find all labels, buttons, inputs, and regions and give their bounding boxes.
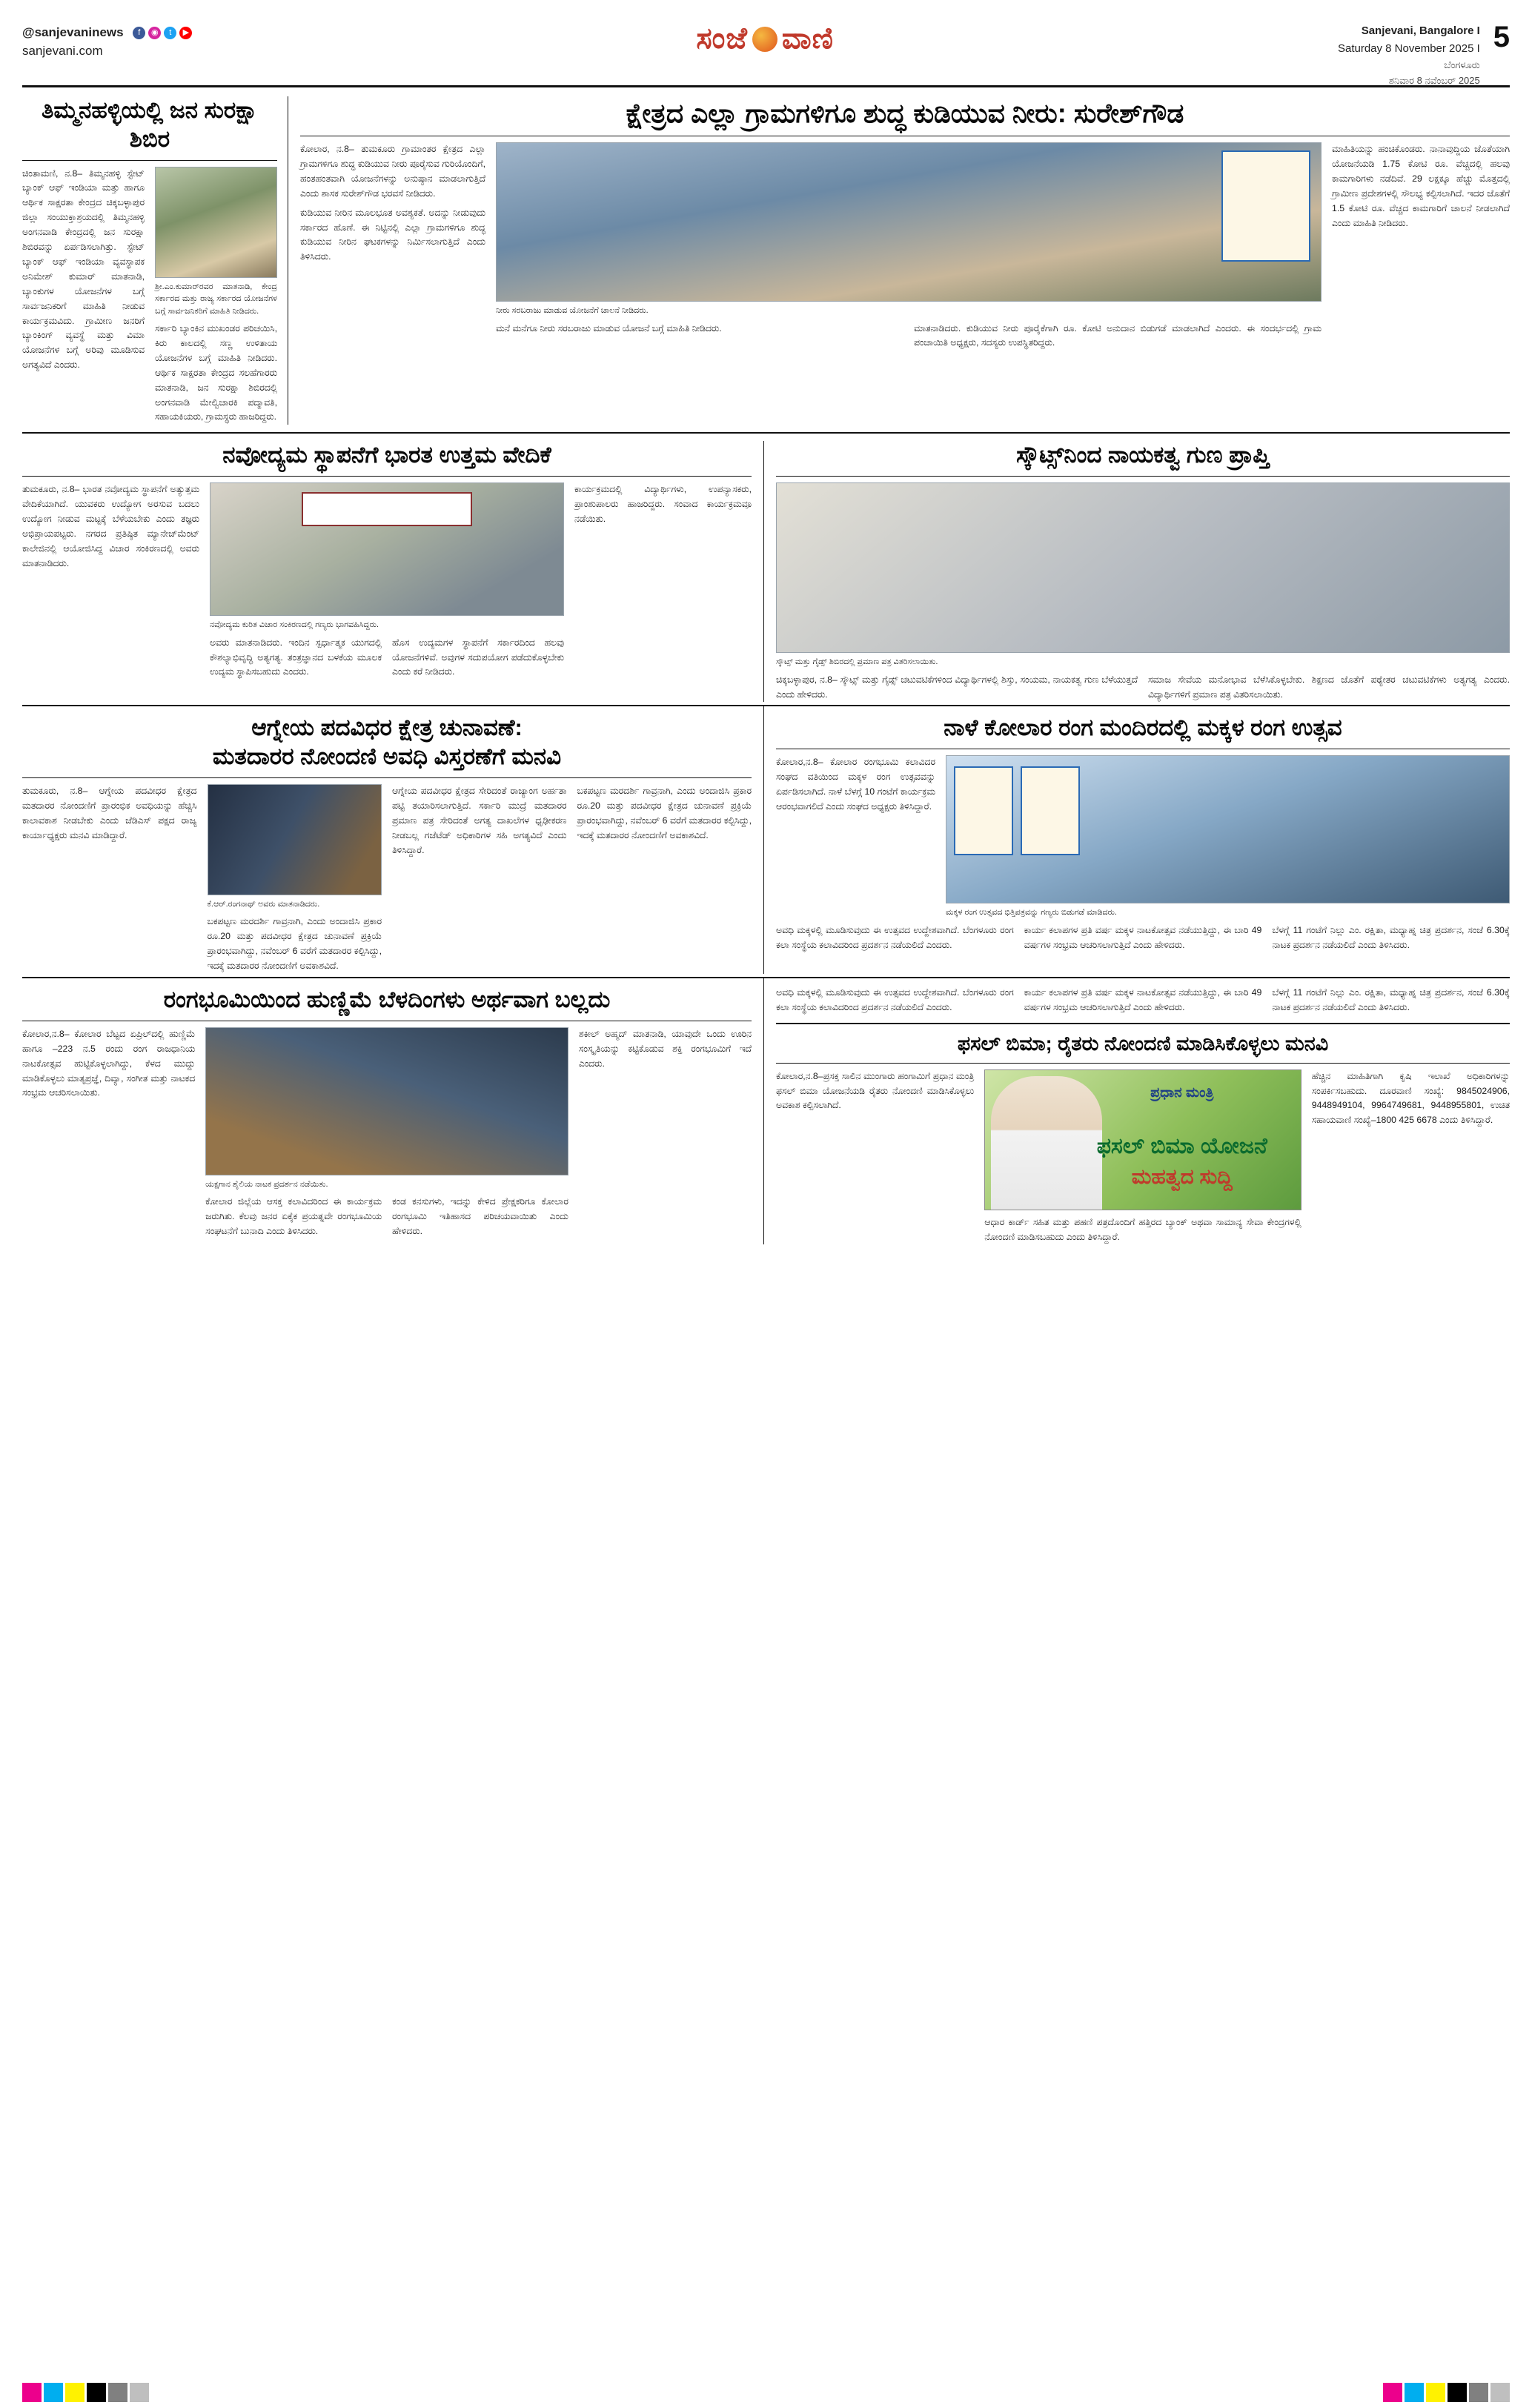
- fourth-row: [22, 977, 1510, 1244]
- youtube-icon[interactable]: ▶: [179, 27, 192, 39]
- color-swatches-right: [1383, 2383, 1510, 2402]
- article-3-col4: ಕಾರ್ಯಕ್ರಮದಲ್ಲಿ ವಿದ್ಯಾರ್ಥಿಗಳು, ಉಪನ್ಯಾಸಕರು, ಪ್ರಾಂಶುಪಾಲರು ಹಾಜರಿದ್ದರು. ಸಂವಾದ ಕಾರ್ಯಕ್ರಮವೂ ನಡೆಯಿತು.: [574, 484, 752, 524]
- article-scouts: [763, 441, 1510, 702]
- article-8-headline: ಫಸಲ್ ಬಿಮಾ; ರೈತರು ನೋಂದಣಿ ಮಾಡಿಸಿಕೊಳ್ಳಲು ಮನವಿ: [957, 1032, 1329, 1055]
- logo-text-right: ವಾಣಿ: [781, 22, 834, 55]
- article-6-caption: ಕೆ.ಆರ್.ರಂಗನಾಥ್ ಅವರು ಮಾತನಾಡಿದರು.: [207, 899, 320, 909]
- article-2-col1b: ಕುಡಿಯುವ ನೀರಿನ ಮೂಲಭೂತ ಅವಶ್ಯಕತೆ. ಅದನ್ನು ನೀಡುವುದು ಸರ್ಕಾರದ ಹೊಣೆ. ಈ ನಿಟ್ಟಿನಲ್ಲಿ ಎಲ್ಲಾ ಗ್ರಾಮಗಳಿಗೂ ಶುದ್ಧ ಕುಡಿಯುವ ನೀರಿನ ಘಟಕಗಳನ್ನು ನಿರ್ಮಿಸಲಾಗುತ್ತಿದೆ ಎಂದು ತಿಳಿಸಿದರು.: [300, 207, 485, 262]
- article-4-photo: [776, 482, 1510, 653]
- article-7-col4: ಶಕೀಲ್ ಅಹ್ಮದ್ ಮಾತನಾಡಿ, ಯಾವುದೇ ಒಂದು ಊರಿನ ಸಂಸ್ಕೃತಿಯನ್ನು ಕಟ್ಟಿಕೊಡುವ ಶಕ್ತಿ ರಂಗಭೂಮಿಗೆ ಇದೆ ಎಂದರು.: [578, 1028, 752, 1069]
- article-8-col2: ಆಧಾರ ಕಾರ್ಡ್ ಸಹಿತ ಮತ್ತು ಪಹಣಿ ಪತ್ರದೊಂದಿಗೆ ಹತ್ತಿರದ ಬ್ಯಾಂಕ್ ಅಥವಾ ಸಾಮಾನ್ಯ ಸೇವಾ ಕೇಂದ್ರಗಳಲ್ಲಿ ನೋಂದಣಿ ಮಾಡಿಸಬಹುದು ಎಂದು ತಿಳಿಸಿದ್ದಾರೆ.: [984, 1216, 1301, 1242]
- edition-date-en: Saturday 8 November 2025 I: [1337, 42, 1480, 55]
- color-swatches-left: [22, 2383, 149, 2402]
- top-row: [22, 96, 1510, 425]
- event-banner: [1221, 150, 1310, 262]
- edition-kn: ಬೆಂಗಳೂರು: [1444, 59, 1480, 70]
- article-3-col2: ಅವರು ಮಾತನಾಡಿದರು. ಇಂದಿನ ಸ್ಪರ್ಧಾತ್ಮಕ ಯುಗದಲ್ಲಿ ಕೌಶಲ್ಯಾಭಿವೃದ್ಧಿ ಅತ್ಯಗತ್ಯ. ತಂತ್ರಜ್ಞಾನದ ಬಳಕೆಯ ಮೂಲಕ ಉದ್ಯಮ ಸ್ಥಾಪಿಸಬಹುದು ಎಂದರು.: [210, 637, 382, 677]
- article-4-headline: ಸ್ಕೌಟ್ಸ್‌ನಿಂದ ನಾಯಕತ್ವ ಗುಣ ಪ್ರಾಪ್ತಿ: [1016, 442, 1270, 468]
- article-5-col2: ಅವಧಿ ಮಕ್ಕಳಲ್ಲಿ ಮೂಡಿಸುವುದು ಈ ಉತ್ಸವದ ಉದ್ದೇಶವಾಗಿದೆ. ಬೆಂಗಳೂರು ರಂಗ ಕಲಾ ಸಂಸ್ಥೆಯ ಕಲಾವಿದರಿಂದ ಪ್ರದರ್ಶನ ನಡೆಯಲಿದೆ ಎಂದರು.: [776, 924, 1014, 950]
- masthead: [22, 19, 1510, 87]
- article-1-col1: ಚಿಂತಾಮಣಿ, ನ.8– ತಿಮ್ಮನಹಳ್ಳಿ ಸ್ಟೇಟ್‌ ಬ್ಯಾಂಕ್‌ ಆಫ್‌ ಇಂಡಿಯಾ ಮತ್ತು ಹಾಗೂ ಆರ್ಥಿಕ ಸಾಕ್ಷರತಾ ಕೇಂದ್ರದ ಚಿಕ್ಕಬಳ್ಳಾಪುರ ಜಿಲ್ಲಾ ಸಂಯುಕ್ತಾಶ್ರಯದಲ್ಲಿ ತಿಮ್ಮನಹಳ್ಳಿ ಅಂಗನವಾಡಿ ಕೇಂದ್ರದಲ್ಲಿ ಜನ ಸುರಕ್ಷಾ ಶಿಬಿರವನ್ನು ಏರ್ಪಡಿಸಲಾಗಿತ್ತು. ಸ್ಟೇಟ್ ಬ್ಯಾಂಕ್ ಆಫ್ ಇಂಡಿಯಾ ವ್ಯವಸ್ಥಾಪಕ ಅನಿಮೇಶ್ ಕುಮಾರ್ ಮಾತನಾಡಿ, ಬ್ಯಾಂಕುಗಳ ಯೋಜನೆಗಳ ಬಗ್ಗೆ ಸಾರ್ವಜನಿಕರಿಗೆ ಮಾಹಿತಿ ನೀಡುವ ಕಾರ್ಯಕ್ರಮವಿದು. ಗ್ರಾಮೀಣ ಜನರಿಗೆ ಬ್ಯಾಂಕಿಂಗ್ ವ್ಯವಸ್ಥೆ ಮತ್ತು ವಿಮಾ ಯೋಜನೆಗಳ ಬಗ್ಗೆ ಅರಿವು ಮೂಡಿಸುವ ಅಗತ್ಯವಿದೆ ಎಂದರು.: [22, 168, 145, 371]
- ad-tagline: ಮಹತ್ವದ ಸುದ್ದಿ: [1131, 1164, 1233, 1188]
- article-7-caption: ಯಕ್ಷಗಾನ ಶೈಲಿಯ ನಾಟಕ ಪ್ರದರ್ಶನ ನಡೆಯಿತು.: [205, 1179, 328, 1189]
- article-6-col3b: ಬಕಪಟ್ಟಣ ಮರದರ್ಶಿ ಗಾವ್ರನಾಗಿ, ಎಂದು ಅಂದಾಜಿಸಿ ಪ್ರಕಾರ ರೂ.20 ಮತ್ತು ಪದವೀಧರ ಕ್ಷೇತ್ರದ ಚುನಾವಣೆ ಪ್ರಕ್ರಿಯೆ ಪ್ರಾರಂಭವಾಗಿದ್ದು, ನವೆಂಬರ್ 6 ವರೆಗೆ ಮತದಾರರ ಕಲ್ಪಿಸಿದ್ದು, ಇದಕ್ಕೆ ಮತದಾರರ ನೋಂದಣಿಗೆ ಅವಕಾಶವಿದೆ.: [577, 785, 752, 840]
- registration-color-bars: [22, 2383, 1510, 2402]
- article-theatre: [22, 977, 763, 1244]
- article-3-caption: ನವೋದ್ಯಮ ಕುರಿತ ವಿಚಾರ ಸಂಕಿರಣದಲ್ಲಿ ಗಣ್ಯರು ಭಾಗವಹಿಸಿದ್ದರು.: [210, 620, 379, 630]
- article-5-col3: ಕಾರ್ಯ ಕಲಾಪಗಳ ಪ್ರತಿ ವರ್ಷ ಮಕ್ಕಳ ನಾಟಕೋತ್ಸವ ನಡೆಯುತ್ತಿದ್ದು, ಈ ಬಾರಿ 49 ವರ್ಷಗಳ ಸಂಭ್ರಮ ಆಚರಿಸಲಾಗುತ್ತಿದೆ ಎಂದು ಹೇಳಿದರು.: [1024, 924, 1262, 950]
- content: [22, 96, 1510, 1244]
- article-fasal-bima-block: [763, 977, 1510, 1244]
- article-5-headline: ನಾಳೆ ಕೋಲಾರ ರಂಗ ಮಂದಿರದಲ್ಲಿ ಮಕ್ಕಳ ರಂಗ ಉತ್ಸವ: [944, 714, 1342, 741]
- article-5-cont-1: ಅವಧಿ ಮಕ್ಕಳಲ್ಲಿ ಮೂಡಿಸುವುದು ಈ ಉತ್ಸವದ ಉದ್ದೇಶವಾಗಿದೆ. ಬೆಂಗಳೂರು ರಂಗ ಕಲಾ ಸಂಸ್ಥೆಯ ಕಲಾವಿದರಿಂದ ಪ್ರದರ್ಶನ ನಡೆಯಲಿದೆ ಎಂದರು.: [776, 987, 1014, 1012]
- article-election: [22, 705, 763, 974]
- article-3-col3: ಹೊಸ ಉದ್ಯಮಗಳ ಸ್ಥಾಪನೆಗೆ ಸರ್ಕಾರದಿಂದ ಹಲವು ಯೋಜನೆಗಳಿವೆ. ಅವುಗಳ ಸದುಪಯೋಗ ಪಡೆದುಕೊಳ್ಳಬೇಕು ಎಂದು ಕರೆ ನೀಡಿದರು.: [392, 637, 564, 677]
- article-4-col2: ಸಮಾಜ ಸೇವೆಯ ಮನೋಭಾವ ಬೆಳೆಸಿಕೊಳ್ಳಬೇಕು. ಶಿಕ್ಷಣದ ಜೊತೆಗೆ ಪಠ್ಯೇತರ ಚಟುವಟಿಕೆಗಳು ಅತ್ಯಗತ್ಯ ಎಂದರು. ವಿದ್ಯಾರ್ಥಿಗಳಿಗೆ ಪ್ರಮಾಣ ಪತ್ರ ವಿತರಿಸಲಾಯಿತು.: [1148, 674, 1510, 700]
- article-2-col4: ಮಾಹಿತಿಯನ್ನು ಹಂಚಿಕೊಂಡರು. ನಾನಾವುದ್ದಿಯ ಜೊತೆಯಾಗಿ ಯೋಜನೆಯಡಿ 1.75 ಕೋಟಿ ರೂ. ವೆಚ್ಚದಲ್ಲಿ ಹಲವು ಕಾಮಗಾರಿಗಳು ನಡೆದಿವೆ. 29 ಲಕ್ಷಕ್ಕೂ ಹೆಚ್ಚು ಮೊತ್ತದಲ್ಲಿ ಗ್ರಾಮೀಣ ಪ್ರದೇಶಗಳಲ್ಲಿ ಸೌಲಭ್ಯ ಕಲ್ಪಿಸಲಾಗಿದೆ. ಇದರ ಜೊತೆಗೆ 1.5 ಕೋಟಿ ರೂ. ವೆಚ್ಚದ ಕಾಮಗಾರಿಗೆ ಚಾಲನೆ ನೀಡಲಾಗಿದೆ ಎಂದು ಮಾಹಿತಿ ನೀಡಿದರು.: [1332, 144, 1510, 228]
- article-5-col1: ಕೋಲಾರ,ನ.8– ಕೋಲಾರ ರಂಗಭೂಮಿ ಕಲಾವಿದರ ಸಂಘದ ವತಿಯಿಂದ ಮಕ್ಕಳ ರಂಗ ಉತ್ಸವವನ್ನು ಏರ್ಪಡಿಸಲಾಗಿದೆ. ನಾಳೆ ಬೆಳಗ್ಗೆ 10 ಗಂಟೆಗೆ ಕಾರ್ಯಕ್ರಮ ಆರಂಭವಾಗಲಿದೆ ಎಂದು ಸಂಘದ ಅಧ್ಯಕ್ಷರು ತಿಳಿಸಿದ್ದಾರೆ.: [776, 757, 935, 812]
- article-5-cont-3: ಬೆಳಗ್ಗೆ 11 ಗಂಟೆಗೆ ನಿಲ್ಲು ಎಂ. ರಕ್ಷಿತಾ, ಮಧ್ಯಾಹ್ನ ಚಿತ್ರ ಪ್ರದರ್ಶನ, ಸಂಜೆ 6.30ಕ್ಕೆ ನಾಟಕ ಪ್ರದರ್ಶನ ನಡೆಯಲಿದೆ ಎಂದು ತಿಳಿಸಿದರು.: [1272, 987, 1511, 1012]
- article-1-photo: [155, 167, 277, 278]
- article-water-supply: [288, 96, 1510, 425]
- article-6-col3: ಆಗ್ನೇಯ ಪದವೀಧರ ಕ್ಷೇತ್ರದ ಸೇರಿದಂತೆ ರಾಜ್ಯಾಂಗ ಅರ್ಹತಾ ಪಟ್ಟಿ ತಯಾರಿಸಲಾಗುತ್ತಿದೆ. ಸರ್ಕಾರಿ ಮುದ್ರೆ ಮತದಾರರ ಪ್ರಮಾಣ ಪತ್ರ ಸೇರಿದಂತೆ ಅಗತ್ಯ ದಾಖಲೆಗಳ ಧೃಢೀಕರಣ ನೀಡಬಲ್ಲ ಗಜೆಟೆಡ್ ಅಧಿಕಾರಿಗಳ ಸಹಿ ಅಗತ್ಯವಿದೆ ಎಂದು ತಿಳಿಸಿದ್ದಾರೆ.: [392, 785, 567, 855]
- article-2-col3: ಮಾತನಾಡಿದರು. ಕುಡಿಯುವ ನೀರು ಪೂರೈಕೆಗಾಗಿ ರೂ. ಕೋಟಿ ಅನುದಾನ ಬಿಡುಗಡೆ ಮಾಡಲಾಗಿದೆ ಎಂದರು. ಈ ಸಂದರ್ಭದಲ್ಲಿ ಗ್ರಾಮ ಪಂಚಾಯಿತಿ ಅಧ್ಯಕ್ಷರು, ಸದಸ್ಯರು ಉಪಸ್ಥಿತರಿದ್ದರು.: [914, 322, 1322, 348]
- article-startup: [22, 441, 763, 702]
- article-8-col1: ಕೋಲಾರ,ನ.8–ಪ್ರಸಕ್ತ ಸಾಲಿನ ಮುಂಗಾರು ಹಂಗಾಮಿಗೆ ಪ್ರಧಾನ ಮಂತ್ರಿ ಫಸಲ್ ಬಿಮಾ ಯೋಜನೆಯಡಿ ರೈತರು ನೋಂದಣಿ ಮಾಡಿಸಿಕೊಳ್ಳಲು ಅವಕಾಶ ಕಲ್ಪಿಸಲಾಗಿದೆ.: [776, 1070, 975, 1111]
- website-url[interactable]: sanjevani.com: [22, 43, 103, 58]
- masthead-right: [1338, 19, 1510, 89]
- social-icons[interactable]: [133, 27, 192, 39]
- facebook-icon[interactable]: f: [133, 27, 145, 39]
- banner-management-technology: [302, 492, 472, 526]
- article-2-caption-1: ನೀರು ಸರಬರಾಜು ಮಾಡುವ ಯೋಜನೆಗೆ ಚಾಲನೆ ನೀಡಿದರು.: [496, 306, 649, 315]
- article-6-col1: ತುಮಕೂರು, ನ.8– ಆಗ್ನೇಯ ಪದವೀಧರ ಕ್ಷೇತ್ರದ ಮತದಾರರ ನೋಂದಣಿಗೆ ಪ್ರಾರಂಭಿಕ ಅವಧಿಯನ್ನು ಹೆಚ್ಚಿಸಿ ಕಾಲಾವಕಾಶ ನೀಡಬೇಕು ಎಂದು ಜೆಡಿಎಸ್ ಪಕ್ಷದ ರಾಜ್ಯ ಕಾರ್ಯಾಧ್ಯಕ್ಷರು ಮನವಿ ಮಾಡಿದ್ದಾರೆ.: [22, 785, 197, 840]
- ad-scheme-name: ಫಸಲ್ ಬಿಮಾ ಯೋಜನೆ: [1096, 1133, 1267, 1158]
- article-2-col1: ಕೋಲಾರ, ನ.8– ತುಮಕೂರು ಗ್ರಾಮಾಂತರ ಕ್ಷೇತ್ರದ ಎಲ್ಲಾ ಗ್ರಾಮಗಳಿಗೂ ಶುದ್ಧ ಕುಡಿಯುವ ನೀರು ಪೂರೈಸುವ ಗುರಿಯೊಂದಿಗೆ, ಹಂತಹಂತವಾಗಿ ಯೋಜನೆಗಳನ್ನು ಅನುಷ್ಠಾನ ಮಾಡಲಾಗುತ್ತಿದೆ ಎಂದು ಶಾಸಕ ಸುರೇಶ್‌ಗೌಡ ಭರವಸೆ ನೀಡಿದರು.: [300, 144, 485, 199]
- article-7-col3: ಕಂಡ ಕನಸುಗಳು, ಇದನ್ನು ಕೇಳಿದ ಪ್ರೇಕ್ಷಕರಿಗೂ ಕೋಲಾರ ರಂಗಭೂಮಿ ಇತಿಹಾಸದ ಪರಿಚಯವಾಯಿತು ಎಂದು ಹೇಳಿದರು.: [392, 1196, 568, 1237]
- page-number: 5: [1493, 21, 1510, 53]
- article-1-col2: ಸರ್ಕಾರಿ ಬ್ಯಾಂಕಿನ ಮುಖಂಡರ ಪರಿಚಯಿಸಿ, ಕಿರು ಕಾಲದಲ್ಲಿ ಸಣ್ಣ ಉಳಿತಾಯ ಯೋಜನೆಗಳ ಬಗ್ಗೆ ಮಾಹಿತಿ ನೀಡಿದರು. ಆರ್ಥಿಕ ಸಾಕ್ಷರತಾ ಕೇಂದ್ರದ ಸಲಹೆಗಾರರು ಮಾತನಾಡಿ, ಜನ ಸುರಕ್ಷಾ ಶಿಬಿರದಲ್ಲಿ ಅಂಗನವಾಡಿ ಮೇಲ್ವಿಚಾರಕಿ ಪದ್ಮಾವತಿ, ಸಹಾಯಕಿಯರು, ಗ್ರಾಮಸ್ಥರು ಹಾಜರಿದ್ದರು.: [155, 323, 277, 422]
- article-children-theatre: [763, 705, 1510, 974]
- article-6-headline-1: ಆಗ್ನೇಯ ಪದವಿಧರ ಕ್ಷೇತ್ರ ಚುನಾವಣೆ:: [251, 714, 523, 741]
- article-3-photo: [210, 482, 564, 616]
- article-6-headline-2: ಮತದಾರರ ನೋಂದಣಿ ಅವಧಿ ವಿಸ್ತರಣೆಗೆ ಮನವಿ: [212, 743, 562, 770]
- edition-date-kn: ಶನಿವಾರ 8 ನವೆಂಬರ್ 2025: [1388, 74, 1480, 86]
- article-5-cont-2: ಕಾರ್ಯ ಕಲಾಪಗಳ ಪ್ರತಿ ವರ್ಷ ಮಕ್ಕಳ ನಾಟಕೋತ್ಸವ ನಡೆಯುತ್ತಿದ್ದು, ಈ ಬಾರಿ 49 ವರ್ಷಗಳ ಸಂಭ್ರಮ ಆಚರಿಸಲಾಗುತ್ತಿದೆ ಎಂದು ಹೇಳಿದರು.: [1024, 987, 1262, 1012]
- poster-2: [1021, 766, 1080, 855]
- article-3-col1: ತುಮಕೂರು, ನ.8– ಭಾರತ ನವೋದ್ಯಮ ಸ್ಥಾಪನೆಗೆ ಅತ್ಯುತ್ತಮ ವೇದಿಕೆಯಾಗಿದೆ. ಯುವಕರು ಉದ್ಯೋಗ ಅರಸುವ ಬದಲು ಉದ್ಯೋಗ ನೀಡುವ ಮಟ್ಟಕ್ಕೆ ಬೆಳೆಯಬೇಕು ಎಂದು ತಜ್ಞರು ಅಭಿಪ್ರಾಯಪಟ್ಟರು. ನಗರದ ಪ್ರತಿಷ್ಠಿತ ಮ್ಯಾನೇಜ್‌ಮೆಂಟ್ ಕಾಲೇಜಿನಲ್ಲಿ ಆಯೋಜಿಸಿದ್ದ ವಿಚಾರ ಸಂಕಿರಣದಲ್ಲಿ ಅವರು ಮಾತನಾಡಿದರು.: [22, 484, 199, 568]
- masthead-logo: [696, 19, 834, 56]
- article-7-col1: ಕೋಲಾರ,ನ.8– ಕೋಲಾರ ಬೆಟ್ಟದ ಏಪ್ರಿಲ್‌ದಲ್ಲಿ ಹುಣ್ಣಿಮೆ ಹಾಗೂ –223 ನ.5 ರಂದು ರಂಗ ರಾಜಧಾನಿಯ ನಾಟಕೋತ್ಸವ ಹುಟ್ಟಿಕೊಳ್ಳಲಾಗಿದ್ದು, ಕೆಳದ ಮುದ್ದು ಮಾಡಿಕೊಳ್ಳಲು ಮಾತೃಪ್ರಜ್ಞೆ, ದಿವ್ಯಾ, ಸಂಗೀತ ಮತ್ತು ನಾಟಕದ ಸಂಭ್ರಮ ಆಚರಿಸಲಾಯಿತು.: [22, 1028, 196, 1098]
- edition-line: Sanjevani, Bangalore I: [1361, 24, 1480, 37]
- article-7-col2: ಕೋಲಾರ ಜಿಲ್ಲೆಯ ಆಸಕ್ತ ಕಲಾವಿದರಿಂದ ಈ ಕಾರ್ಯಕ್ರಮ ಜರುಗಿತು. ಕೆಲವು ಜನರ ಏಕೈಕ ಪ್ರಯತ್ನವೇ ರಂಗಭೂಮಿಯ ಸಂಘಟನೆಗೆ ಬುನಾದಿ ಎಂದು ತಿಳಿಸಿದರು.: [205, 1196, 382, 1237]
- article-2-col2: ಮನೆ ಮನೆಗೂ ನೀರು ಸರಬರಾಜು ಮಾಡುವ ಯೋಜನೆ ಬಗ್ಗೆ ಮಾಹಿತಿ ನೀಡಿದರು.: [496, 322, 722, 334]
- article-7-photo: [205, 1027, 568, 1175]
- article-8-col3: ಹೆಚ್ಚಿನ ಮಾಹಿತಿಗಾಗಿ ಕೃಷಿ ಇಲಾಖೆ ಅಧಿಕಾರಿಗಳನ್ನು ಸಂಪರ್ಕಿಸಬಹುದು. ದೂರವಾಣಿ ಸಂಖ್ಯೆ: 9845024906, 9448949104, 9964749681, 9448955801, ಉಚಿತ ಸಹಾಯವಾಣಿ ಸಂಖ್ಯೆ–1800 425 6678 ಎಂದು ತಿಳಿಸಿದ್ದಾರೆ.: [1311, 1070, 1510, 1126]
- article-thimmanahalli: [22, 96, 288, 425]
- article-6-photo: [208, 784, 382, 895]
- article-2-headline: ಕ್ಷೇತ್ರದ ಎಲ್ಲಾ ಗ್ರಾಮಗಳಿಗೂ ಶುದ್ಧ ಕುಡಿಯುವ ನೀರು: ಸುರೇಶ್‌ಗೌಡ: [626, 98, 1184, 128]
- article-5-col4: ಬೆಳಗ್ಗೆ 11 ಗಂಟೆಗೆ ನಿಲ್ಲು ಎಂ. ರಕ್ಷಿತಾ, ಮಧ್ಯಾಹ್ನ ಚಿತ್ರ ಪ್ರದರ್ಶನ, ಸಂಜೆ 6.30ಕ್ಕೆ ನಾಟಕ ಪ್ರದರ್ಶನ ನಡೆಯಲಿದೆ ಎಂದು ತಿಳಿಸಿದರು.: [1272, 924, 1511, 950]
- logo-sun-icon: [752, 27, 777, 52]
- article-5-photo: [946, 755, 1510, 903]
- article-1-headline: ತಿಮ್ಮನಹಳ್ಳಿಯಲ್ಲಿ ಜನ ಸುರಕ್ಷಾ ಶಿಬಿರ: [41, 97, 259, 152]
- article-6-col2: ಬಕಪಟ್ಟಣ ಮರದರ್ಶಿ ಗಾವ್ರನಾಗಿ, ಎಂದು ಅಂದಾಜಿಸಿ ಪ್ರಕಾರ ರೂ.20 ಮತ್ತು ಪದವೀಧರ ಕ್ಷೇತ್ರದ ಚುನಾವಣೆ ಪ್ರಕ್ರಿಯೆ ಪ್ರಾರಂಭವಾಗಿದ್ದು, ನವೆಂಬರ್ 6 ವರೆಗೆ ಮತದಾರರ ಕಲ್ಪಿಸಿದ್ದು, ಇದಕ್ಕೆ ಮತದಾರರ ನೋಂದಣಿಗೆ ಅವಕಾಶವಿದೆ.: [207, 916, 382, 972]
- twitter-icon[interactable]: t: [164, 27, 176, 39]
- article-4-col1: ಚಿಕ್ಕಬಳ್ಳಾಪುರ, ನ.8– ಸ್ಕೌಟ್ಸ್ ಮತ್ತು ಗೈಡ್ಸ್ ಚಟುವಟಿಕೆಗಳಿಂದ ವಿದ್ಯಾರ್ಥಿಗಳಲ್ಲಿ ಶಿಸ್ತು, ಸಂಯಮ, ನಾಯಕತ್ವ ಗುಣ ಬೆಳೆಯುತ್ತದೆ ಎಂದು ಹೇಳಿದರು.: [776, 674, 1138, 700]
- ad-title: ಪ್ರಧಾನ ಮಂತ್ರಿ: [1150, 1084, 1214, 1101]
- instagram-icon[interactable]: ◉: [148, 27, 161, 39]
- third-row: [22, 705, 1510, 974]
- article-3-headline: ನವೋದ್ಯಮ ಸ್ಥಾಪನೆಗೆ ಭಾರತ ಉತ್ತಮ ವೇದಿಕೆ: [222, 442, 551, 468]
- article-5-caption: ಮಕ್ಕಳ ರಂಗ ಉತ್ಸವದ ಭಿತ್ತಿಪತ್ರವನ್ನು ಗಣ್ಯರು ಬಿಡುಗಡೆ ಮಾಡಿದರು.: [946, 908, 1117, 918]
- masthead-left: [22, 19, 192, 60]
- fasal-bima-ad: [984, 1069, 1301, 1210]
- logo-text-left: ಸಂಜೆ: [696, 22, 748, 55]
- article-2-photo-1: [496, 142, 1322, 302]
- article-1-caption: ಶ್ರೀ.ಎಂ.ಕುಮಾರ್‌ರವರ ಮಾತನಾಡಿ, ಕೇಂದ್ರ ಸರ್ಕಾರದ ಮತ್ತು ರಾಜ್ಯ ಸರ್ಕಾರದ ಯೋಜನೆಗಳ ಬಗ್ಗೆ ಸಾರ್ವಜನಿಕರಿಗೆ ಮಾಹಿತಿ ನೀಡಿದರು.: [155, 282, 277, 316]
- article-7-headline: ರಂಗಭೂಮಿಯಿಂದ ಹುಣ್ಣಿಮೆ ಬೆಳದಿಂಗಳು ಅರ್ಥವಾಗ ಬಲ್ಲದು: [163, 986, 611, 1013]
- poster-1: [954, 766, 1013, 855]
- article-4-caption: ಸ್ಕೌಟ್ಸ್ ಮತ್ತು ಗೈಡ್ಸ್ ಶಿಬಿರದಲ್ಲಿ ಪ್ರಮಾಣ ಪತ್ರ ವಿತರಿಸಲಾಯಿತು.: [776, 657, 938, 667]
- social-handle[interactable]: @sanjevaninews: [22, 25, 124, 39]
- second-row: [22, 432, 1510, 702]
